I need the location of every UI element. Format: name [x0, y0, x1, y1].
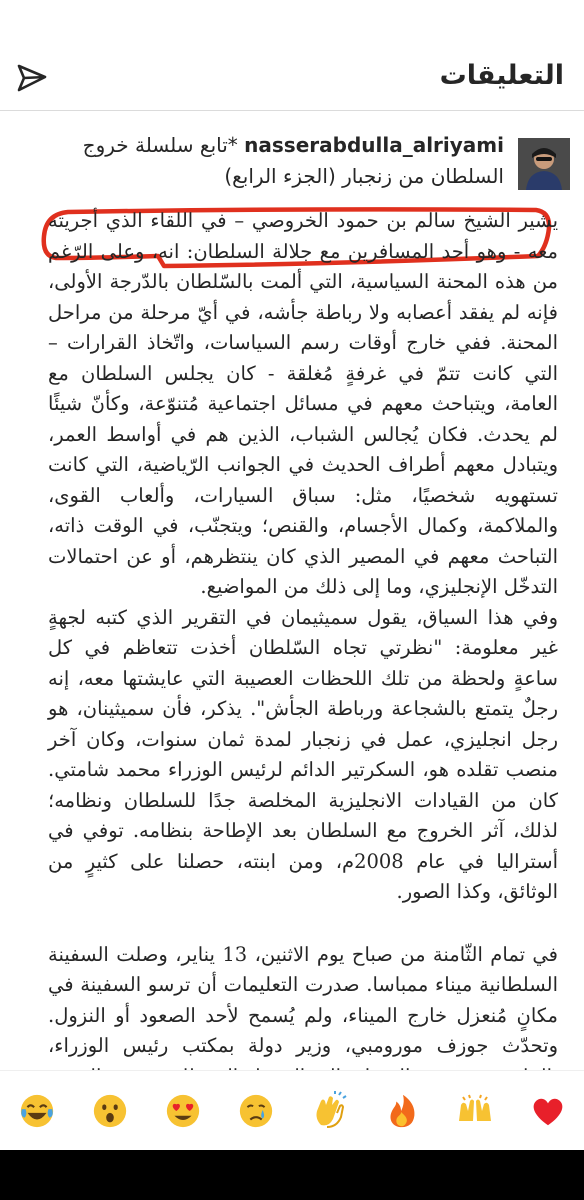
avatar[interactable] [518, 138, 570, 190]
avatar-photo-icon [518, 138, 570, 190]
crying-face-emoji[interactable] [236, 1091, 276, 1131]
comment-paragraph: وفي هذا السياق، يقول سميثيمان في التقرير الذي كتبه لجهةٍ غير معلومة: "نظرتي تجاه السّلطان أخذت تتعاظم في كل ساعةٍ ولحظة من تلك اللحظات العصيبة التي عايشتها معه، إنه رجلٌ يتمتع بالشجاعة ورباطة الجأش". يذكر، فأن سميثينان، هو رجل انجليزي، عمل في زنجبار لمدة ثمان سنوات، وكان آخر منصب تقلده هو، السكرتير الدائم لرئيس الوزراء محمد شامتي. كان من القيادات الانجليزية المخلصة جدًا للسلطان ونظامه؛ لذلك، آثر الخروج مع السلطان بعد الإطاحة بنظامه. توفي في أستراليا في عام 2008م، ومن ابنته، حصلنا على كثيرٍ من الوثائق، وكذا الصور. [48, 605, 558, 903]
comment-body [48, 206, 558, 1184]
red-heart-emoji[interactable] [528, 1091, 568, 1131]
comment-paragraph: يشير الشيخ سالم بن حمود الخروصي – في اللقاء الذي أجريته معه - وهو أحد المسافرين مع جلالة السلطان: انه، وعلى الرّغم من هذه المحنة السياسية، التي ألمت بالسّلطان بالدّرجة الأولى، فإنه لم يفقد أعصابه ولا رباطة جأشه، في أيّ مرحلة من مراحل المحنة. ففي خارج أوقات رسم السياسات، واتّخاذ القرارات – التي كانت تتمّ في غرفةٍ مُغلقة - كان يجلس السلطان مع العامة، ويتباحث معهم في مسائل اجتماعية مُتنوّعة، وكأنّ شيئًا لم يحدث. فكان يُجالس الشباب، الذين هم في أواسط العمر، ويتبادل معهم أطراف الحديث في الجوانب الرّياضية، التي كانت تستهويه شخصيًا، مثل: سباق السيارات، وألعاب القوى، والملاكمة، وكمال الأجسام، والقنص؛ ويتجنّب، في الوقت ذاته، التباحث معهم في المصير الذي كان ينتظرهم، أو عن احتمالات التدخّل الإنجليزي، وما إلى ذلك من المواضيع. [48, 209, 558, 598]
send-icon[interactable] [16, 62, 48, 94]
system-navigation-bar [0, 1150, 584, 1200]
tears-of-joy-emoji[interactable] [17, 1091, 57, 1131]
fire-emoji[interactable] [382, 1091, 422, 1131]
clapping-hands-emoji[interactable] [309, 1091, 349, 1131]
comment [0, 110, 584, 1070]
comments-header [0, 0, 584, 111]
surprised-face-emoji[interactable] [90, 1091, 130, 1131]
emoji-reaction-bar [0, 1070, 584, 1151]
comment-caption-text: *تابع سلسلة خروج السلطان من زنجبار (الجزء الرابع) [82, 133, 504, 188]
comment-username[interactable]: nasserabdulla_alriyami [244, 133, 504, 157]
heart-eyes-emoji[interactable] [163, 1091, 203, 1131]
comment-caption [14, 130, 504, 192]
raising-hands-emoji[interactable] [455, 1091, 495, 1131]
page-title: التعليقات [439, 60, 564, 91]
comment-paragraph: في تمام الثّامنة من صباح يوم الاثنين، 13 يناير، وصلت السفينة السلطانية ميناء ممباسا. صدرت التعليمات أن ترسو السفينة في مكانٍ مُنعزل خارج الميناء، ولم يُسمح لأحد الصعود أو النزول. وتحدّث جوزف مورومبي، وزير دولة بمكتب رئيس الوزراء، [48, 942, 559, 1057]
